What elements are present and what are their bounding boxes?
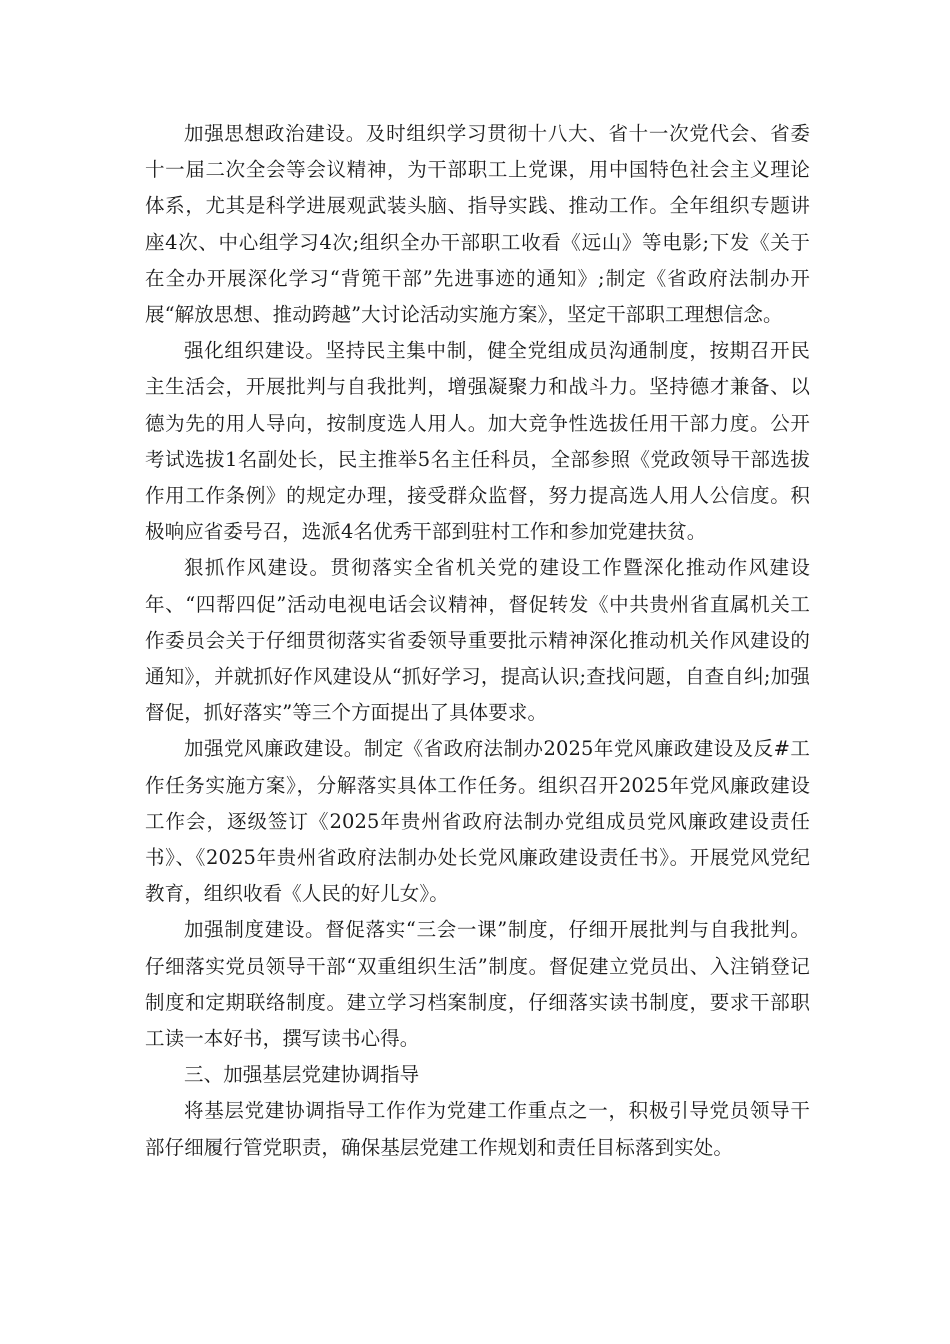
paragraph-integrity-building: 加强党风廉政建设。制定《省政府法制办2025年党风廉政建设及反#工作任务实施方案》，分解落实具体工作任务。组织召开2025年党风廉政建设工作会，逐级签订《2025年贵州省政府法制办党组成员党风廉政建设责任书》、《2025年贵州省政府法制办处长党风廉政建设责任书》。开展党风党纪教育，组织收看《人民的好儿女》。 — [145, 737, 810, 906]
paragraph-ideological-building: 加强思想政治建设。及时组织学习贯彻十八大、省十一次党代会、省委十一届二次全会等会议精神，为干部职工上党课，用中国特色社会主义理论体系，尤其是科学进展观武装头脑、指导实践、推动工作。全年组织专题讲座4次、中心组学习4次;组织全办干部职工收看《远山》等电影;下发《关于在全办开展深化学习“背篼干部”先进事迹的通知》;制定《省政府法制办开展“解放思想、推动跨越”大讨论活动实施方案》，坚定干部职工理想信念。 — [145, 122, 810, 327]
paragraph-system-building: 加强制度建设。督促落实“三会一课”制度，仔细开展批判与自我批判。仔细落实党员领导干部“双重组织生活”制度。督促建立党员出、入注销登记制度和定期联络制度。建立学习档案制度，仔细落实读书制度，要求干部职工读一本好书，撰写读书心得。 — [145, 918, 810, 1051]
paragraph-organization-building: 强化组织建设。坚持民主集中制，健全党组成员沟通制度，按期召开民主生活会，开展批判与自我批判，增强凝聚力和战斗力。坚持德才兼备、以德为先的用人导向，按制度选人用人。加大竞争性选拔任用干部力度。公开考试选拔1名副处长，民主推举5名主任科员，全部参照《党政领导干部选拔作用工作条例》的规定办理，接受群众监督，努力提高选人用人公信度。积极响应省委号召，选派4名优秀干部到驻村工作和参加党建扶贫。 — [145, 339, 810, 544]
document-body — [145, 116, 810, 1166]
paragraph-grassroots-guidance: 将基层党建协调指导工作作为党建工作重点之一，积极引导党员领导干部仔细履行管党职责，确保基层党建工作规划和责任目标落到实处。 — [145, 1099, 810, 1159]
section-heading: 三、加强基层党建协调指导 — [184, 1063, 420, 1087]
paragraph-work-style-building: 狠抓作风建设。贯彻落实全省机关党的建设工作暨深化推动作风建设年、“四帮四促”活动电视电话会议精神，督促转发《中共贵州省直属机关工作委员会关于仔细贯彻落实省委领导重要批示精神深化推动机关作风建设的通知》，并就抓好作风建设从“抓好学习，提高认识;查找问题，自查自纠;加强督促，抓好落实”等三个方面提出了具体要求。 — [145, 556, 810, 725]
